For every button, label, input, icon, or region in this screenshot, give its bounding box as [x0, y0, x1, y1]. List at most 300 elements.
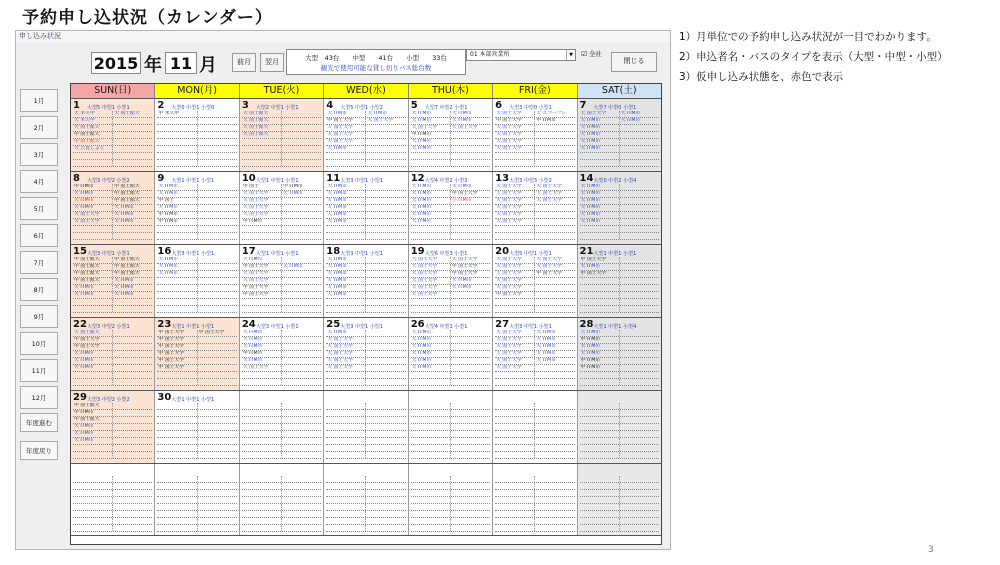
reservation-entry[interactable] [411, 379, 451, 385]
reservation-entry[interactable]: 中 国士館大 [73, 139, 113, 145]
reservation-entry[interactable] [73, 518, 113, 524]
reservation-entry[interactable] [366, 358, 405, 364]
day-cell[interactable] [155, 318, 239, 390]
reservation-entry[interactable] [282, 226, 321, 232]
reservation-entry[interactable] [198, 233, 237, 239]
month-button-11[interactable]: 11月 [20, 359, 58, 382]
reservation-entry[interactable]: 大 ITM市 [73, 198, 113, 204]
reservation-entry[interactable] [451, 146, 490, 152]
reservation-entry[interactable]: 大 ITM市 [73, 424, 113, 430]
reservation-entry[interactable]: 大 国士大学 [495, 285, 535, 291]
reservation-entry[interactable] [282, 483, 321, 489]
reservation-entry[interactable] [580, 511, 620, 517]
reservation-entry[interactable]: 大 ITM市 [536, 337, 556, 342]
reservation-entry[interactable]: 大 吉見しよう [73, 146, 113, 152]
reservation-entry[interactable]: 大 国士大学 [495, 330, 535, 336]
reservation-entry[interactable]: 大 ITM市 [73, 438, 113, 444]
reservation-entry[interactable] [157, 410, 197, 416]
reservation-entry[interactable]: 大 国士大学 [495, 257, 535, 263]
reservation-entry[interactable] [495, 153, 535, 159]
reservation-entry[interactable]: 大 国士大学 [411, 278, 451, 284]
reservation-entry[interactable]: 大 国士大学 [411, 264, 451, 270]
day-cell[interactable] [155, 99, 239, 171]
reservation-entry[interactable]: 中 国士館大 [73, 132, 113, 138]
reservation-entry[interactable] [580, 226, 620, 232]
month-button-4[interactable]: 4月 [20, 170, 58, 193]
reservation-entry[interactable] [366, 490, 405, 496]
reservation-entry[interactable]: 大 ITM市 [580, 139, 620, 145]
reservation-entry[interactable] [198, 445, 237, 451]
reservation-entry[interactable] [366, 372, 405, 378]
reservation-entry[interactable] [411, 299, 451, 305]
reservation-entry[interactable] [620, 431, 659, 437]
reservation-entry[interactable]: 大 国士大学 [495, 132, 535, 138]
next-month-button[interactable]: 翌月 [260, 53, 284, 72]
reservation-entry[interactable]: 中 国士 [242, 184, 282, 190]
reservation-entry[interactable] [113, 153, 152, 159]
reservation-entry[interactable]: 大 ITM市 [411, 351, 451, 357]
day-cell[interactable] [493, 172, 577, 244]
reservation-entry[interactable] [157, 132, 197, 138]
reservation-entry[interactable] [580, 424, 620, 430]
reservation-entry[interactable] [366, 264, 405, 270]
reservation-entry[interactable] [282, 497, 321, 503]
reservation-entry[interactable] [535, 132, 574, 138]
reservation-entry[interactable] [535, 205, 574, 211]
reservation-entry[interactable] [73, 445, 113, 451]
reservation-entry[interactable] [282, 337, 321, 343]
reservation-entry[interactable] [157, 424, 197, 430]
reservation-entry[interactable]: 大 国士大学 [495, 337, 535, 343]
reservation-entry[interactable] [620, 299, 659, 305]
reservation-entry[interactable]: 大 国士大学 [326, 365, 366, 371]
reservation-entry[interactable]: 大 ITM市 [326, 264, 366, 270]
reservation-entry[interactable] [366, 476, 405, 482]
reservation-entry[interactable] [282, 518, 321, 524]
reservation-entry[interactable] [282, 306, 321, 312]
reservation-entry[interactable]: 大 ITM市 [326, 111, 366, 117]
reservation-entry[interactable] [620, 219, 659, 225]
reservation-entry[interactable]: 大 ITM市 [73, 285, 113, 291]
reservation-entry[interactable] [113, 139, 152, 145]
reservation-entry[interactable] [366, 212, 405, 218]
reservation-entry[interactable]: 大 ITM市 [367, 111, 388, 116]
reservation-entry[interactable] [411, 410, 451, 416]
reservation-entry[interactable]: 大 国士大学 [495, 111, 535, 117]
reservation-entry[interactable]: 大 ITM市 [283, 191, 303, 196]
reservation-entry[interactable] [326, 403, 366, 409]
reservation-entry[interactable] [535, 160, 574, 166]
reservation-entry[interactable] [366, 233, 405, 239]
day-cell[interactable] [409, 99, 493, 171]
reservation-entry[interactable] [198, 292, 237, 298]
reservation-entry[interactable]: 大 ITM市 [451, 184, 472, 189]
reservation-entry[interactable]: 大 国士大学 [495, 139, 535, 145]
day-cell[interactable] [71, 245, 155, 317]
reservation-entry[interactable]: 大 国士大学 [536, 184, 562, 189]
reservation-entry[interactable] [157, 379, 197, 385]
month-button-9[interactable]: 9月 [20, 305, 58, 328]
reservation-entry[interactable]: 中 国士館大 [73, 278, 113, 284]
day-cell[interactable] [71, 464, 155, 535]
reservation-entry[interactable] [495, 452, 535, 458]
reservation-entry[interactable] [242, 431, 282, 437]
reservation-entry[interactable]: 大 ITM市 [451, 278, 472, 283]
reservation-entry[interactable] [198, 358, 237, 364]
reservation-entry[interactable] [282, 344, 321, 350]
reservation-entry[interactable] [411, 438, 451, 444]
reservation-entry[interactable] [366, 160, 405, 166]
day-cell[interactable] [578, 172, 661, 244]
reservation-entry[interactable] [113, 330, 152, 336]
reservation-entry[interactable] [326, 424, 366, 430]
reservation-entry[interactable] [242, 518, 282, 524]
reservation-entry[interactable] [411, 518, 451, 524]
reservation-entry[interactable]: 大 国士大学 [242, 205, 282, 211]
reservation-entry[interactable] [113, 476, 152, 482]
reservation-entry[interactable] [242, 410, 282, 416]
reservation-entry[interactable] [366, 403, 405, 409]
reservation-entry[interactable]: 大 国士大学 [242, 365, 282, 371]
reservation-entry[interactable] [366, 438, 405, 444]
reservation-entry[interactable] [580, 372, 620, 378]
close-button[interactable]: 閉じる [611, 52, 657, 72]
reservation-entry[interactable] [535, 518, 574, 524]
reservation-entry[interactable] [198, 438, 237, 444]
reservation-entry[interactable] [451, 358, 490, 364]
reservation-entry[interactable] [198, 452, 237, 458]
reservation-entry[interactable]: 大 ITM市 [411, 365, 451, 371]
reservation-entry[interactable]: 大 ITM市 [580, 351, 620, 357]
day-cell[interactable] [324, 318, 408, 390]
reservation-entry[interactable]: 大 ITM市 [326, 292, 366, 298]
reservation-entry[interactable] [535, 438, 574, 444]
reservation-entry[interactable] [535, 452, 574, 458]
reservation-entry[interactable] [242, 497, 282, 503]
reservation-entry[interactable] [535, 233, 574, 239]
reservation-entry[interactable] [326, 525, 366, 531]
reservation-entry[interactable] [366, 278, 405, 284]
reservation-entry[interactable] [326, 417, 366, 423]
reservation-entry[interactable] [366, 139, 405, 145]
prev-month-button[interactable]: 前月 [232, 53, 256, 72]
reservation-entry[interactable] [411, 417, 451, 423]
reservation-entry[interactable] [282, 111, 321, 117]
reservation-entry[interactable] [366, 292, 405, 298]
reservation-entry[interactable] [451, 132, 490, 138]
reservation-entry[interactable]: 大 国士大学 [495, 146, 535, 152]
reservation-entry[interactable]: 大 国士大学 [367, 118, 393, 123]
reservation-entry[interactable] [157, 160, 197, 166]
reservation-entry[interactable]: 中 国士大学 [157, 337, 197, 343]
reservation-entry[interactable]: 大 国士館大 [242, 111, 282, 117]
reservation-entry[interactable] [495, 504, 535, 510]
reservation-entry[interactable] [242, 483, 282, 489]
reservation-entry[interactable] [242, 424, 282, 430]
reservation-entry[interactable] [620, 184, 659, 190]
reservation-entry[interactable] [326, 504, 366, 510]
reservation-entry[interactable]: 大 ITM市 [326, 212, 366, 218]
reservation-entry[interactable] [366, 417, 405, 423]
reservation-entry[interactable] [451, 205, 490, 211]
reservation-entry[interactable] [242, 511, 282, 517]
reservation-entry[interactable] [366, 198, 405, 204]
reservation-entry[interactable] [113, 372, 152, 378]
reservation-entry[interactable] [282, 292, 321, 298]
reservation-entry[interactable] [620, 198, 659, 204]
day-cell[interactable] [324, 172, 408, 244]
reservation-entry[interactable] [535, 445, 574, 451]
reservation-entry[interactable] [495, 306, 535, 312]
reservation-entry[interactable] [113, 379, 152, 385]
reservation-entry[interactable] [198, 417, 237, 423]
day-cell[interactable] [240, 99, 324, 171]
reservation-entry[interactable] [451, 153, 490, 159]
reservation-entry[interactable]: 大 ITM市 [411, 205, 451, 211]
reservation-entry[interactable] [451, 344, 490, 350]
reservation-entry[interactable]: 大 国士大学 [411, 285, 451, 291]
reservation-entry[interactable] [73, 490, 113, 496]
reservation-entry[interactable] [495, 511, 535, 517]
reservation-entry[interactable] [282, 132, 321, 138]
reservation-entry[interactable]: 大 国士大学 [326, 344, 366, 350]
reservation-entry[interactable] [157, 403, 197, 409]
day-cell[interactable] [578, 99, 661, 171]
reservation-entry[interactable] [366, 410, 405, 416]
reservation-entry[interactable] [366, 445, 405, 451]
reservation-entry[interactable]: 中 国士館大 [114, 191, 140, 196]
reservation-entry[interactable] [73, 525, 113, 531]
reservation-entry[interactable] [580, 403, 620, 409]
reservation-entry[interactable] [495, 518, 535, 524]
reservation-entry[interactable] [113, 445, 152, 451]
reservation-entry[interactable] [282, 351, 321, 357]
reservation-entry[interactable]: 大 ITM市 [242, 358, 282, 364]
reservation-entry[interactable]: 中 国士大学 [451, 191, 478, 196]
day-cell[interactable] [324, 99, 408, 171]
reservation-entry[interactable]: 中 国士大学 [242, 264, 282, 270]
reservation-entry[interactable] [535, 139, 574, 145]
reservation-entry[interactable] [535, 365, 574, 371]
reservation-entry[interactable] [411, 160, 451, 166]
month-button-6[interactable]: 6月 [20, 224, 58, 247]
reservation-entry[interactable]: 大 ITM市 [326, 184, 366, 190]
reservation-entry[interactable] [113, 306, 152, 312]
reservation-entry[interactable] [580, 483, 620, 489]
reservation-entry[interactable] [157, 497, 197, 503]
reservation-entry[interactable] [242, 153, 282, 159]
reservation-entry[interactable] [113, 431, 152, 437]
reservation-entry[interactable] [157, 278, 197, 284]
reservation-entry[interactable] [366, 344, 405, 350]
reservation-entry[interactable] [535, 490, 574, 496]
reservation-entry[interactable]: 大 ITM市 [114, 292, 134, 297]
reservation-entry[interactable] [366, 226, 405, 232]
reservation-entry[interactable] [198, 198, 237, 204]
reservation-entry[interactable]: 大 ITM市 [114, 285, 134, 290]
reservation-entry[interactable]: 大 ITM市 [580, 264, 620, 270]
reservation-entry[interactable] [326, 153, 366, 159]
day-cell[interactable] [71, 318, 155, 390]
reservation-entry[interactable] [580, 233, 620, 239]
reservation-entry[interactable] [495, 490, 535, 496]
reservation-entry[interactable]: 中 国士大学 [326, 118, 366, 124]
reservation-entry[interactable] [198, 299, 237, 305]
reservation-entry[interactable] [451, 372, 490, 378]
reservation-entry[interactable]: 大 ITM市 [73, 351, 113, 357]
reservation-entry[interactable]: 中 国士大学 [73, 344, 113, 350]
reservation-entry[interactable]: 大 ITM市 [157, 191, 197, 197]
reservation-entry[interactable]: 大 国士大学 [580, 111, 620, 117]
reservation-entry[interactable] [73, 226, 113, 232]
reservation-entry[interactable] [73, 153, 113, 159]
reservation-entry[interactable] [411, 233, 451, 239]
reservation-entry[interactable] [157, 438, 197, 444]
reservation-entry[interactable] [451, 417, 490, 423]
reservation-entry[interactable] [282, 118, 321, 124]
reservation-entry[interactable] [620, 205, 659, 211]
reservation-entry[interactable] [620, 403, 659, 409]
reservation-entry[interactable]: 大 国士大学 [495, 351, 535, 357]
reservation-entry[interactable]: 中 ITM市 [580, 337, 620, 343]
reservation-entry[interactable] [620, 438, 659, 444]
reservation-entry[interactable] [198, 118, 237, 124]
reservation-entry[interactable]: 大 ITM市 [580, 191, 620, 197]
reservation-entry[interactable] [282, 403, 321, 409]
reservation-entry[interactable] [366, 452, 405, 458]
day-cell[interactable] [155, 172, 239, 244]
reservation-entry[interactable] [198, 372, 237, 378]
reservation-entry[interactable] [113, 125, 152, 131]
reservation-entry[interactable] [451, 226, 490, 232]
reservation-entry[interactable] [73, 497, 113, 503]
reservation-entry[interactable] [451, 351, 490, 357]
reservation-entry[interactable]: 中 国士大学 [495, 292, 535, 298]
reservation-entry[interactable]: 小 ITM市 [451, 198, 472, 203]
reservation-entry[interactable]: 大 ITM市 [326, 198, 366, 204]
day-cell[interactable] [409, 172, 493, 244]
reservation-entry[interactable] [282, 278, 321, 284]
reservation-entry[interactable]: 大 国士大学 [536, 198, 562, 203]
reservation-entry[interactable] [620, 132, 659, 138]
reservation-entry[interactable] [366, 518, 405, 524]
reservation-entry[interactable] [113, 351, 152, 357]
day-cell[interactable] [240, 245, 324, 317]
reservation-entry[interactable] [326, 379, 366, 385]
reservation-entry[interactable] [198, 504, 237, 510]
day-cell[interactable] [493, 245, 577, 317]
reservation-entry[interactable] [282, 153, 321, 159]
reservation-entry[interactable]: 中 ITM市 [157, 212, 197, 218]
reservation-entry[interactable] [282, 198, 321, 204]
reservation-entry[interactable]: 大 ITM市 [536, 351, 556, 356]
reservation-entry[interactable] [282, 476, 321, 482]
reservation-entry[interactable]: 大 ITM市 [73, 358, 113, 364]
reservation-entry[interactable]: 中 国士大学 [580, 257, 620, 263]
prev-year-button[interactable]: 年度戻り [20, 441, 58, 460]
day-cell[interactable] [71, 99, 155, 171]
reservation-entry[interactable]: 大 国士大学 [495, 264, 535, 270]
reservation-entry[interactable] [535, 410, 574, 416]
reservation-entry[interactable] [113, 424, 152, 430]
reservation-entry[interactable]: 大 ITM市 [580, 219, 620, 225]
reservation-entry[interactable]: 大 国士大学 [495, 184, 535, 190]
reservation-entry[interactable] [326, 410, 366, 416]
reservation-entry[interactable] [157, 139, 197, 145]
reservation-entry[interactable]: 大 ITM市 [620, 118, 641, 123]
reservation-entry[interactable] [535, 504, 574, 510]
reservation-entry[interactable] [451, 490, 490, 496]
reservation-entry[interactable] [495, 226, 535, 232]
reservation-entry[interactable] [495, 476, 535, 482]
reservation-entry[interactable] [242, 504, 282, 510]
reservation-entry[interactable] [198, 483, 237, 489]
reservation-entry[interactable] [620, 365, 659, 371]
reservation-entry[interactable] [198, 191, 237, 197]
reservation-entry[interactable] [282, 212, 321, 218]
day-cell[interactable] [71, 172, 155, 244]
reservation-entry[interactable]: 大 国士大学 [411, 125, 451, 131]
reservation-entry[interactable] [282, 271, 321, 277]
reservation-entry[interactable] [580, 278, 620, 284]
reservation-entry[interactable]: 大 ITM市 [326, 191, 366, 197]
reservation-entry[interactable] [157, 226, 197, 232]
day-cell[interactable] [240, 172, 324, 244]
day-cell[interactable] [409, 318, 493, 390]
reservation-entry[interactable]: 大 国士大学 [326, 358, 366, 364]
reservation-entry[interactable]: 大 ITM市 [114, 205, 134, 210]
reservation-entry[interactable]: 大 ITM市 [411, 198, 451, 204]
reservation-entry[interactable] [495, 372, 535, 378]
reservation-entry[interactable] [495, 525, 535, 531]
reservation-entry[interactable] [198, 285, 237, 291]
reservation-entry[interactable] [620, 417, 659, 423]
reservation-entry[interactable] [366, 153, 405, 159]
reservation-entry[interactable] [411, 483, 451, 489]
reservation-entry[interactable] [366, 365, 405, 371]
reservation-entry[interactable]: 大 国士大学 [495, 205, 535, 211]
reservation-entry[interactable] [620, 344, 659, 350]
reservation-entry[interactable] [451, 504, 490, 510]
reservation-entry[interactable] [620, 490, 659, 496]
reservation-entry[interactable]: 大 国士館大 [242, 118, 282, 124]
reservation-entry[interactable] [451, 299, 490, 305]
reservation-entry[interactable] [157, 525, 197, 531]
day-cell[interactable] [409, 464, 493, 535]
reservation-entry[interactable] [282, 445, 321, 451]
reservation-entry[interactable]: 大 国士館大 [73, 125, 113, 131]
reservation-entry[interactable]: 中 国士大学 [157, 344, 197, 350]
reservation-entry[interactable] [620, 379, 659, 385]
reservation-entry[interactable] [620, 264, 659, 270]
reservation-entry[interactable] [113, 132, 152, 138]
reservation-entry[interactable] [113, 410, 152, 416]
reservation-entry[interactable] [326, 452, 366, 458]
reservation-entry[interactable] [620, 351, 659, 357]
reservation-entry[interactable] [620, 125, 659, 131]
reservation-entry[interactable] [282, 219, 321, 225]
reservation-entry[interactable] [451, 525, 490, 531]
reservation-entry[interactable]: 大 国士大学 [326, 139, 366, 145]
reservation-entry[interactable] [451, 233, 490, 239]
reservation-entry[interactable] [535, 424, 574, 430]
reservation-entry[interactable] [495, 379, 535, 385]
day-cell[interactable] [240, 391, 324, 463]
reservation-entry[interactable] [580, 445, 620, 451]
reservation-entry[interactable]: 大 ITM市 [157, 184, 197, 190]
reservation-entry[interactable]: 大 ITM市 [580, 146, 620, 152]
reservation-entry[interactable]: 大 国士館大 [242, 125, 282, 131]
